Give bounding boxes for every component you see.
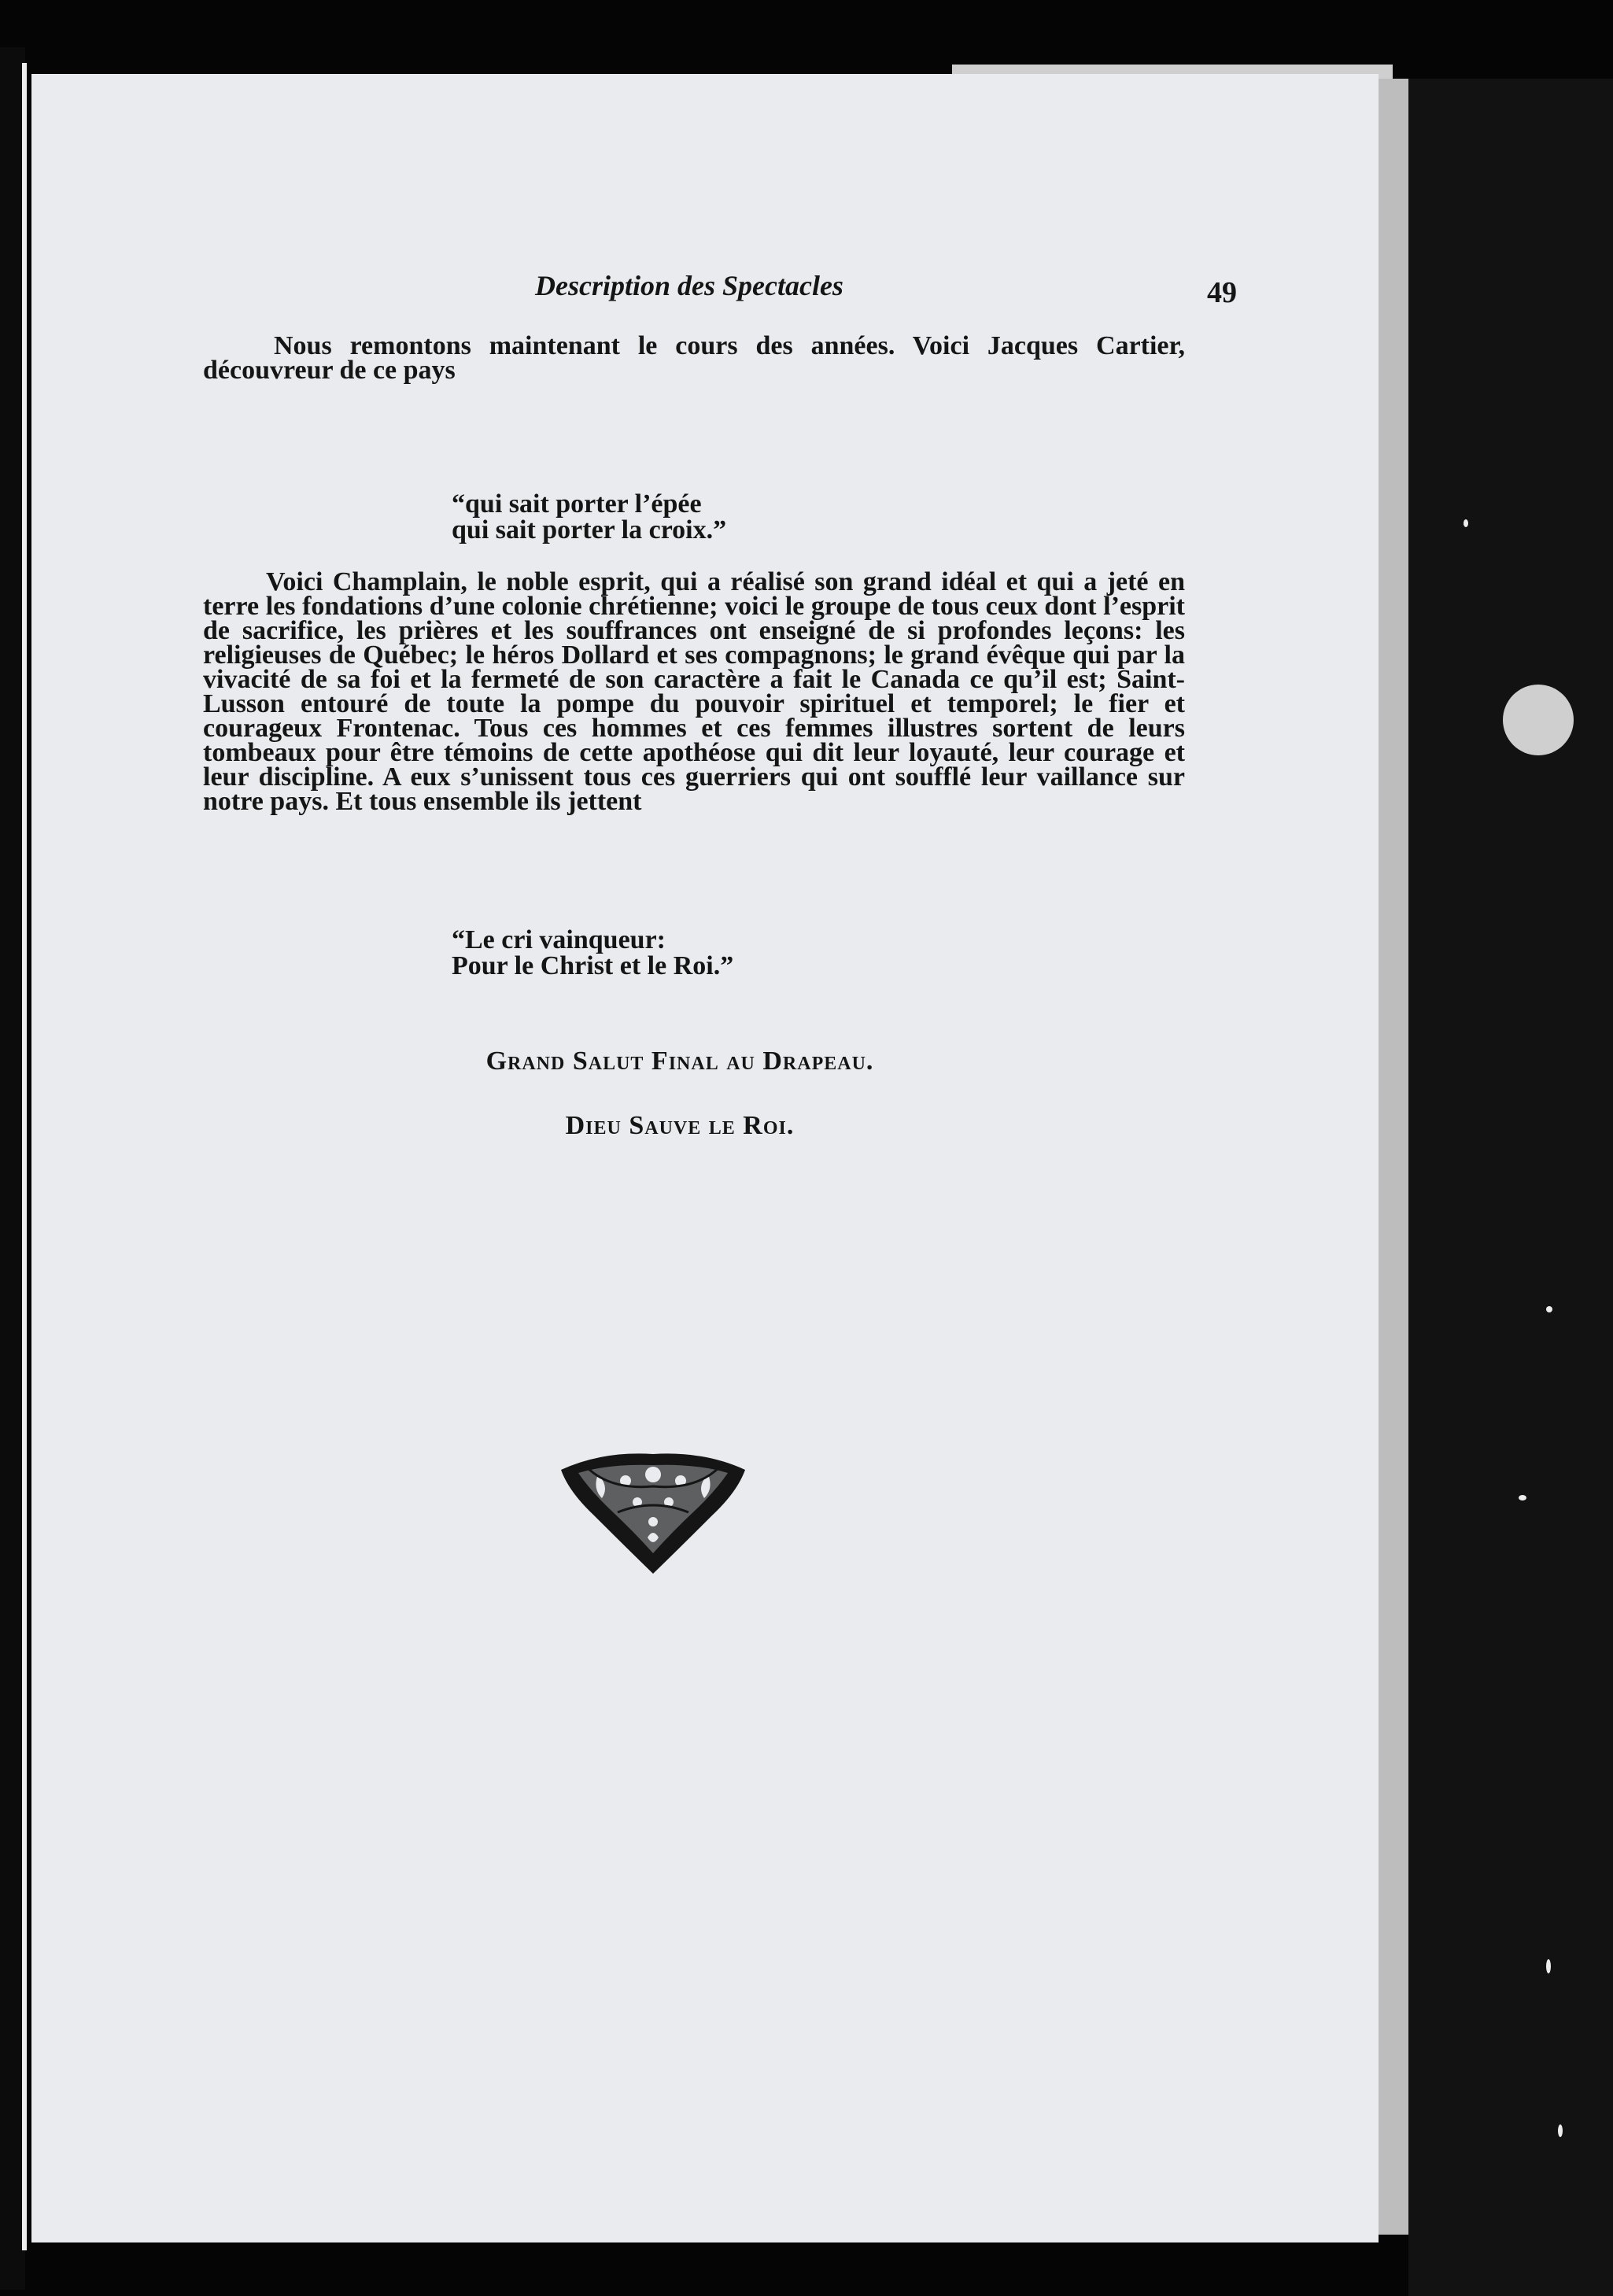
verse-line: “qui sait porter l’épée <box>452 489 702 519</box>
verse-quote-1 <box>452 491 726 543</box>
scan-speck <box>1519 1495 1526 1501</box>
verse-quote-2 <box>452 927 733 979</box>
page-number: 49 <box>1207 276 1237 309</box>
scan-edge-line <box>22 63 27 2250</box>
floral-tailpiece-icon <box>555 1443 751 1577</box>
scan-speck <box>1464 519 1468 527</box>
verse-line: Pour le Christ et le Roi.” <box>452 951 734 980</box>
scan-speck <box>1503 685 1574 755</box>
running-head <box>252 269 1237 316</box>
heading-grand-salut: Grand Salut Final au Drapeau. <box>485 1046 874 1076</box>
document-page <box>31 74 1379 2242</box>
scan-speck <box>1546 1959 1551 1973</box>
verse-line: qui sait porter la croix.” <box>452 515 727 544</box>
paragraph-champlain: Voici Champlain, le noble esprit, qui a réalisé son grand idéal et qui a jeté en terre les fondations d’une colonie chrétienne; voici le groupe de tous ceux dont l’esprit de sacrifice, les prières et les souffrances ont enseigné de si profondes leçons: les religieuses de Québec; le héros Dollard et ses compagnons; le grand évêque qui par la vivacité de sa foi et la fermeté de son caractère a fait le Canada ce qu’il est; Saint-Lusson entouré de toute la pompe du pouvoir spirituel et temporel; le fier et courageux Frontenac. Tous ces hommes et ces femmes illustres sortent de leurs tombeaux pour être témoins de cette apothéose qui dit leur loyauté, leur courage et leur discipline. A eux s’unissent tous ces guerriers qui ont soufflé leur vaillance sur notre pays. Et tous ensemble ils jettent <box>203 567 1185 816</box>
scan-border-right <box>1408 79 1613 2296</box>
scan-speck <box>1546 1306 1552 1312</box>
running-title: Description des Spectacles <box>535 270 843 301</box>
scan-speck <box>1558 2124 1563 2137</box>
heading-dieu-sauve: Dieu Sauve le Roi. <box>565 1111 795 1140</box>
paragraph-cartier: Nous remontons maintenant le cours des années. Voici Jacques Cartier, découvreur de ce pays <box>203 331 1185 385</box>
verse-line: “Le cri vainqueur: <box>452 925 666 954</box>
